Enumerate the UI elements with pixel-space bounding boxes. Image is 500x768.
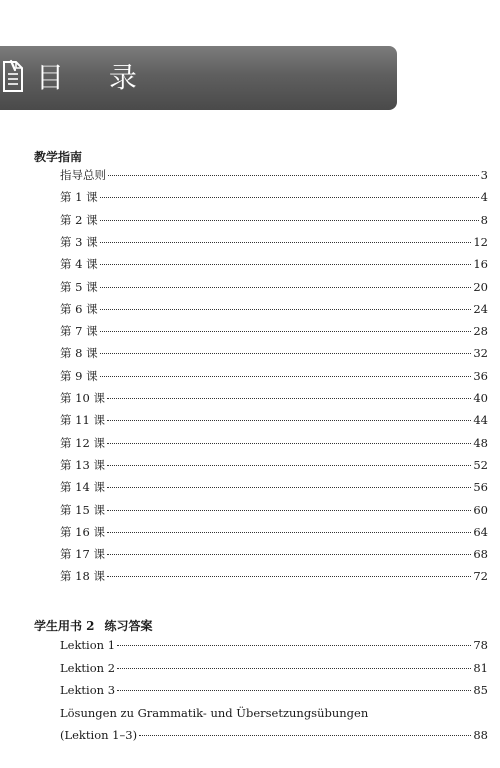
toc-dot-leader [107, 443, 471, 444]
toc-dot-leader [117, 668, 471, 669]
section-heading-student-book [34, 617, 153, 634]
toc-entry-page: 12 [473, 234, 488, 249]
document-icon [1, 58, 25, 94]
toc-entry[interactable] [60, 301, 488, 319]
section-heading-main: 学生用书 2 [34, 619, 95, 633]
toc-entry[interactable] [60, 568, 488, 586]
toc-dot-leader [107, 465, 471, 466]
toc-entry-page: 72 [473, 569, 488, 584]
toc-entry-label: 第 6 课 [60, 301, 98, 316]
toc-entry[interactable] [60, 345, 488, 363]
toc-entry-label: 第 11 课 [60, 413, 105, 428]
toc-entry-page: 4 [480, 190, 488, 205]
toc-entry-label: 第 13 课 [60, 457, 105, 472]
toc-entry-label: 第 8 课 [60, 346, 98, 361]
page-title: 目 录 [36, 61, 155, 94]
toc-dot-leader [107, 398, 471, 399]
toc-entry-page: 3 [480, 168, 488, 182]
toc-entry-page: 24 [473, 301, 488, 316]
toc-dot-leader [139, 735, 471, 736]
toc-entry[interactable] [60, 435, 488, 453]
toc-entry-label: 第 9 课 [60, 368, 98, 383]
toc-entry-label: 指导总则 [60, 168, 106, 182]
toc-dot-leader [108, 175, 479, 176]
toc-entry[interactable] [60, 638, 488, 656]
toc-dot-leader [100, 220, 479, 221]
toc-dot-leader [100, 264, 472, 265]
toc-entry[interactable] [60, 368, 488, 386]
toc-entry[interactable] [60, 524, 488, 542]
toc-entry-page: 48 [473, 435, 488, 450]
toc-entry-page: 78 [473, 638, 488, 652]
toc-entry-grammar[interactable] [60, 728, 488, 746]
toc-entry[interactable] [60, 279, 488, 297]
toc-entry[interactable] [60, 683, 488, 701]
toc-entry-page: 68 [473, 547, 488, 562]
toc-entry-page: 56 [473, 480, 488, 495]
toc-dot-leader [107, 487, 471, 488]
toc-entry[interactable] [60, 212, 488, 230]
toc-entry[interactable] [60, 661, 488, 679]
toc-entry-label: Lektion 1 [60, 638, 116, 652]
toc-entry-page: 8 [480, 212, 488, 227]
toc-entry-label: 第 12 课 [60, 435, 105, 450]
toc-dot-leader [100, 376, 472, 377]
toc-dot-leader [117, 690, 471, 691]
toc-entry-label: 第 7 课 [60, 324, 98, 339]
toc-entry-page: 85 [473, 683, 488, 697]
toc-dot-leader [100, 242, 472, 243]
toc-entry-label: 第 14 课 [60, 480, 105, 495]
toc-dot-leader [107, 532, 471, 533]
toc-dot-leader [100, 331, 472, 332]
toc-entry-page: 32 [473, 346, 488, 361]
toc-entry[interactable] [60, 457, 488, 475]
toc-entry-page: 60 [473, 502, 488, 517]
toc-entry-label: 第 5 课 [60, 279, 98, 294]
toc-entry[interactable] [60, 546, 488, 564]
toc-dot-leader [117, 645, 471, 646]
section-heading-teaching-guide: 教学指南 [34, 150, 83, 164]
toc-dot-leader [107, 554, 471, 555]
toc-dot-leader [100, 353, 472, 354]
toc-entry-label: 第 18 课 [60, 569, 105, 584]
toc-entry-page: 44 [473, 413, 488, 428]
toc-entry-grammar-line1[interactable]: Lösungen zu Grammatik- und Übersetzungsübungen [60, 706, 369, 720]
toc-entry-label: 第 17 课 [60, 547, 105, 562]
toc-dot-leader [100, 197, 479, 198]
toc-entry[interactable] [60, 189, 488, 207]
toc-entry-page: 28 [473, 324, 488, 339]
toc-entry[interactable] [60, 234, 488, 252]
toc-entry-page: 52 [473, 457, 488, 472]
toc-entry-label: 第 2 课 [60, 212, 98, 227]
section-heading-sub: 练习答案 [104, 619, 153, 633]
toc-entry-page: 36 [473, 368, 488, 383]
toc-entry[interactable] [60, 256, 488, 274]
toc-dot-leader [107, 576, 471, 577]
toc-dot-leader [107, 510, 471, 511]
toc-entry-page: 20 [473, 279, 488, 294]
toc-entry-label: Lektion 2 [60, 660, 116, 675]
toc-entry[interactable] [60, 167, 488, 185]
toc-entry-label: 第 4 课 [60, 257, 98, 272]
toc-entry-page: 64 [473, 524, 488, 539]
toc-entry[interactable] [60, 323, 488, 341]
toc-entry-label: 第 15 课 [60, 502, 105, 517]
toc-entry-page: 40 [473, 391, 488, 405]
toc-dot-leader [107, 420, 471, 421]
toc-dot-leader [100, 309, 472, 310]
toc-entry-page: 88 [473, 728, 488, 742]
toc-entry-page: 16 [473, 257, 488, 272]
toc-entry-label: 第 3 课 [60, 234, 98, 249]
toc-entry-label: Lektion 3 [60, 683, 116, 697]
toc-entry-label: 第 1 课 [60, 190, 98, 205]
toc-entry[interactable] [60, 412, 488, 430]
toc-entry[interactable] [60, 502, 488, 520]
toc-entry[interactable] [60, 479, 488, 497]
toc-entry-label: (Lektion 1–3) [60, 728, 138, 742]
toc-entry-label: 第 16 课 [60, 524, 105, 539]
toc-entry-page: 81 [473, 660, 488, 675]
toc-entry[interactable] [60, 390, 488, 408]
toc-dot-leader [100, 287, 472, 288]
toc-entry-label: 第 10 课 [60, 391, 105, 405]
